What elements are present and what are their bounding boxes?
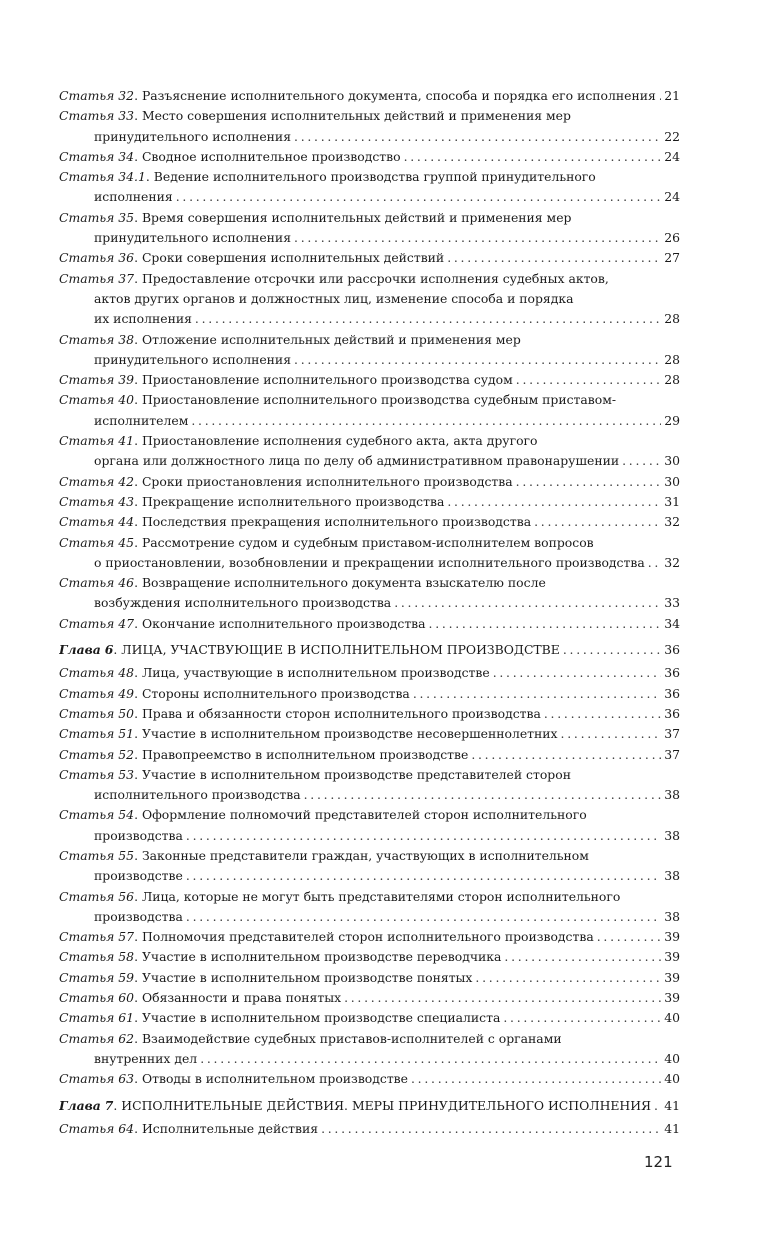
entry-title-text: Стороны исполнительного производства bbox=[141, 685, 410, 701]
toc-line: Статья 39 . Приостановление исполнительного производства судом . . . 28 bbox=[59, 370, 680, 390]
entry-title-text: Законные представители граждан, участвующих в исполнительном bbox=[141, 847, 589, 863]
entry-title-text: Лица, которые не могут быть представителями сторон исполнительного bbox=[141, 888, 621, 904]
entry-label: Статья bbox=[59, 1120, 115, 1136]
entry-title-text: Возвращение исполнительного документа взыскателю после bbox=[141, 575, 546, 591]
toc-line: Глава 7 . ИСПОЛНИТЕЛЬНЫЕ ДЕЙСТВИЯ. МЕРЫ ПРИНУДИТЕЛЬНОГО ИСПОЛНЕНИЯ . . . 41 bbox=[59, 1096, 680, 1116]
entry-label: Статья bbox=[59, 888, 115, 904]
entry-title-text: ИСПОЛНИТЕЛЬНЫЕ ДЕЙСТВИЯ. МЕРЫ ПРИНУДИТЕЛЬНОГО ИСПОЛНЕНИЯ bbox=[121, 1097, 652, 1113]
entry-number: 51 bbox=[118, 726, 135, 742]
toc-article-entry bbox=[59, 947, 680, 967]
entry-number: 62 bbox=[118, 1030, 135, 1046]
dot-leader bbox=[429, 614, 662, 634]
entry-title-text: Отложение исполнительных действий и применения мер bbox=[141, 331, 521, 347]
entry-label: Статья bbox=[59, 493, 115, 509]
entry-page-number: 27 bbox=[664, 250, 680, 266]
entry-label: Статья bbox=[59, 746, 115, 762]
toc-line bbox=[59, 451, 680, 471]
entry-page-number: 28 bbox=[664, 311, 680, 327]
dot-leader bbox=[447, 248, 661, 268]
entry-number: 63 bbox=[118, 1071, 135, 1087]
entry-label: Статья bbox=[59, 148, 115, 164]
dot-leader bbox=[622, 451, 661, 471]
entry-title-text: производства bbox=[94, 908, 183, 924]
entry-title-text: производства bbox=[94, 827, 183, 843]
toc-article-entry bbox=[59, 663, 680, 683]
toc-line: Статья 37 . Предоставление отсрочки или рассрочки исполнения судебных актов, bbox=[59, 269, 680, 289]
entry-title-text: Прекращение исполнительного производства bbox=[141, 493, 445, 509]
toc-article-entry bbox=[59, 724, 680, 744]
entry-number: 58 bbox=[118, 949, 135, 965]
entry-label: Статья bbox=[59, 331, 115, 347]
toc-line bbox=[59, 289, 680, 309]
toc-line: Статья 42 . Сроки приостановления исполнительного производства . . . 30 bbox=[59, 472, 680, 492]
toc-article-entry bbox=[59, 167, 680, 208]
toc-line bbox=[59, 350, 680, 370]
entry-page-number: 24 bbox=[664, 189, 680, 205]
entry-title-text: возбуждения исполнительного производства bbox=[94, 595, 392, 611]
entry-label: Статья bbox=[59, 169, 115, 185]
entry-label: Статья bbox=[59, 473, 115, 489]
toc-line bbox=[59, 1049, 680, 1069]
entry-number: 40 bbox=[118, 392, 135, 408]
toc-line: Статья 34.1 . Ведение исполнительного производства группой принудительного bbox=[59, 167, 680, 187]
entry-page-number: 33 bbox=[664, 595, 680, 611]
entry-title-text: принудительного исполнения bbox=[94, 230, 292, 246]
toc-line: Статья 54 . Оформление полномочий представителей сторон исполнительного bbox=[59, 805, 680, 825]
entry-label: Глава bbox=[59, 642, 101, 658]
toc-line: Статья 63 . Отводы в исполнительном производстве . . . 40 bbox=[59, 1069, 680, 1089]
dot-leader bbox=[503, 1008, 661, 1028]
entry-page-number: 32 bbox=[664, 554, 680, 570]
toc-article-entry bbox=[59, 684, 680, 704]
entry-number: 52 bbox=[118, 746, 135, 762]
entry-page-number: 39 bbox=[664, 929, 680, 945]
toc-line: Статья 52 . Правопреемство в исполнительном производстве . . . 37 bbox=[59, 745, 680, 765]
dot-leader bbox=[195, 309, 661, 329]
toc-line: Статья 49 . Стороны исполнительного производства . . . 36 bbox=[59, 684, 680, 704]
entry-label: Статья bbox=[59, 705, 115, 721]
entry-number: 32 bbox=[118, 88, 135, 103]
toc-article-entry bbox=[59, 846, 680, 887]
entry-label: Статья bbox=[59, 969, 115, 985]
entry-title-text: Отводы в исполнительном производстве bbox=[141, 1071, 408, 1087]
entry-title-text: Последствия прекращения исполнительного производства bbox=[141, 514, 532, 530]
entry-number: 48 bbox=[118, 665, 135, 681]
entry-label: Статья bbox=[59, 88, 115, 103]
entry-label: Статья bbox=[59, 1010, 115, 1026]
entry-number: 37 bbox=[118, 270, 135, 286]
entry-title-text: Правопреемство в исполнительном производстве bbox=[141, 746, 469, 762]
dot-leader bbox=[659, 86, 661, 106]
entry-label: Глава bbox=[59, 1097, 101, 1113]
toc-article-entry bbox=[59, 573, 680, 614]
entry-page-number: 39 bbox=[664, 949, 680, 965]
entry-title-text: Полномочия представителей сторон исполнительного производства bbox=[141, 929, 594, 945]
entry-label: Статья bbox=[59, 726, 115, 742]
toc-line: Статья 32 . Разъяснение исполнительного документа, способа и порядка его исполнения . . . 21 bbox=[59, 86, 680, 106]
entry-title-text: Участие в исполнительном производстве переводчика bbox=[141, 949, 502, 965]
toc-line: Статья 36 . Сроки совершения исполнительных действий . . . 27 bbox=[59, 248, 680, 268]
entry-title-text: ЛИЦА, УЧАСТВУЮЩИЕ В ИСПОЛНИТЕЛЬНОМ ПРОИЗВОДСТВЕ bbox=[121, 642, 560, 658]
entry-label: Статья bbox=[59, 534, 115, 550]
toc-line bbox=[59, 187, 680, 207]
entry-title-text: Участие в исполнительном производстве представителей сторон bbox=[141, 766, 571, 782]
page-number: 121 bbox=[644, 1153, 673, 1171]
entry-label: Статья bbox=[59, 1071, 115, 1087]
table-of-contents bbox=[59, 86, 680, 1139]
dot-leader bbox=[186, 826, 661, 846]
toc-article-entry bbox=[59, 704, 680, 724]
dot-leader bbox=[447, 492, 661, 512]
entry-title-text: Сводное исполнительное производство bbox=[141, 148, 401, 164]
entry-page-number: 40 bbox=[664, 1050, 680, 1066]
dot-leader bbox=[411, 1069, 661, 1089]
toc-line: Глава 6 . ЛИЦА, УЧАСТВУЮЩИЕ В ИСПОЛНИТЕЛЬНОМ ПРОИЗВОДСТВЕ . . . 36 bbox=[59, 640, 680, 660]
entry-number: 60 bbox=[118, 990, 135, 1006]
entry-title-text: о приостановлении, возобновлении и прекращении исполнительного производства bbox=[94, 554, 645, 570]
entry-page-number: 38 bbox=[664, 908, 680, 924]
entry-label: Статья bbox=[59, 949, 115, 965]
toc-article-entry bbox=[59, 1069, 680, 1089]
entry-page-number: 21 bbox=[664, 88, 680, 103]
entry-number: 39 bbox=[118, 372, 135, 388]
toc-line: Статья 58 . Участие в исполнительном производстве переводчика . . . 39 bbox=[59, 947, 680, 967]
dot-leader bbox=[294, 350, 661, 370]
toc-article-entry bbox=[59, 887, 680, 928]
dot-leader bbox=[321, 1119, 661, 1139]
entry-number: 53 bbox=[118, 766, 135, 782]
entry-page-number: 38 bbox=[664, 787, 680, 803]
entry-page-number: 39 bbox=[664, 969, 680, 985]
toc-line: Статья 64 . Исполнительные действия . . . 41 bbox=[59, 1119, 680, 1139]
entry-title-text: Рассмотрение судом и судебным приставом-исполнителем вопросов bbox=[141, 534, 594, 550]
entry-title-text: органа или должностного лица по делу об административном правонарушении bbox=[94, 453, 620, 469]
entry-number: 56 bbox=[118, 888, 135, 904]
entry-page-number: 22 bbox=[664, 128, 680, 144]
entry-title-text: производстве bbox=[94, 868, 183, 884]
entry-page-number: 41 bbox=[664, 1120, 680, 1136]
dot-leader bbox=[294, 127, 661, 147]
dot-leader bbox=[176, 187, 662, 207]
dot-leader bbox=[534, 512, 661, 532]
dot-leader bbox=[544, 704, 661, 724]
entry-number: 34 bbox=[118, 148, 135, 164]
toc-article-entry bbox=[59, 472, 680, 492]
toc-article-entry bbox=[59, 614, 680, 634]
entry-page-number: 30 bbox=[664, 453, 680, 469]
dot-leader bbox=[404, 147, 662, 167]
entry-label: Статья bbox=[59, 847, 115, 863]
toc-chapter-entry bbox=[59, 1096, 680, 1116]
toc-article-entry bbox=[59, 269, 680, 330]
dot-leader bbox=[493, 663, 662, 683]
toc-line: Статья 34 . Сводное исполнительное производство . . . 24 bbox=[59, 147, 680, 167]
entry-label: Статья bbox=[59, 433, 115, 449]
toc-line: Статья 51 . Участие в исполнительном производстве несовершеннолетних . . . 37 bbox=[59, 724, 680, 744]
toc-article-entry bbox=[59, 512, 680, 532]
toc-line bbox=[59, 907, 680, 927]
entry-page-number: 36 bbox=[664, 685, 680, 701]
toc-article-entry bbox=[59, 1008, 680, 1028]
toc-article-entry bbox=[59, 1029, 680, 1070]
entry-title-text: Оформление полномочий представителей сторон исполнительного bbox=[141, 807, 587, 823]
dot-leader bbox=[200, 1049, 661, 1069]
dot-leader bbox=[413, 684, 661, 704]
entry-title-text: Приостановление исполнения судебного акта, акта другого bbox=[141, 433, 538, 449]
entry-title-text: исполнителем bbox=[94, 412, 189, 428]
entry-page-number: 34 bbox=[664, 615, 680, 631]
toc-line: Статья 43 . Прекращение исполнительного производства . . . 31 bbox=[59, 492, 680, 512]
entry-label: Статья bbox=[59, 1030, 115, 1046]
toc-line: Статья 48 . Лица, участвующие в исполнительном производстве . . . 36 bbox=[59, 663, 680, 683]
dot-leader bbox=[394, 593, 661, 613]
entry-page-number: 36 bbox=[664, 665, 680, 681]
toc-article-entry bbox=[59, 533, 680, 574]
dot-leader bbox=[294, 228, 661, 248]
entry-label: Статья bbox=[59, 685, 115, 701]
toc-line: Статья 61 . Участие в исполнительном производстве специалиста . . . 40 bbox=[59, 1008, 680, 1028]
entry-title-text: Приостановление исполнительного производства судебным приставом- bbox=[141, 392, 617, 408]
toc-line: Статья 53 . Участие в исполнительном производстве представителей сторон bbox=[59, 765, 680, 785]
entry-number: 35 bbox=[118, 209, 135, 225]
entry-page-number: 26 bbox=[664, 230, 680, 246]
entry-number: 36 bbox=[118, 250, 135, 266]
entry-number: 55 bbox=[118, 847, 135, 863]
toc-line: Статья 62 . Взаимодействие судебных приставов-исполнителей с органами bbox=[59, 1029, 680, 1049]
entry-number: 41 bbox=[118, 433, 135, 449]
entry-page-number: 41 bbox=[664, 1097, 680, 1113]
toc-line bbox=[59, 309, 680, 329]
dot-leader bbox=[597, 927, 662, 947]
entry-title-text: Участие в исполнительном производстве несовершеннолетних bbox=[141, 726, 558, 742]
entry-number: 7 bbox=[104, 1097, 114, 1113]
entry-title-text: Права и обязанности сторон исполнительного производства bbox=[141, 705, 541, 721]
toc-line: Статья 55 . Законные представители граждан, участвующих в исполнительном bbox=[59, 846, 680, 866]
entry-title-text: Обязанности и права понятых bbox=[141, 990, 342, 1006]
toc-line bbox=[59, 866, 680, 886]
dot-leader bbox=[186, 866, 661, 886]
toc-line: Статья 57 . Полномочия представителей сторон исполнительного производства . . . 39 bbox=[59, 927, 680, 947]
entry-number: 47 bbox=[118, 615, 135, 631]
entry-page-number: 39 bbox=[664, 990, 680, 1006]
toc-article-entry bbox=[59, 1119, 680, 1139]
toc-article-entry bbox=[59, 805, 680, 846]
entry-title-text: Время совершения исполнительных действий и применения мер bbox=[141, 209, 572, 225]
dot-leader bbox=[561, 724, 662, 744]
entry-page-number: 28 bbox=[664, 372, 680, 388]
entry-title-text: принудительного исполнения bbox=[94, 351, 292, 367]
entry-number: 38 bbox=[118, 331, 135, 347]
entry-label: Статья bbox=[59, 807, 115, 823]
toc-line: Статья 56 . Лица, которые не могут быть представителями сторон исполнительного bbox=[59, 887, 680, 907]
entry-title-text: Предоставление отсрочки или рассрочки исполнения судебных актов, bbox=[141, 270, 609, 286]
entry-title-text: внутренних дел bbox=[94, 1050, 198, 1066]
entry-title-text: Приостановление исполнительного производства судом bbox=[141, 372, 513, 388]
entry-label: Статья bbox=[59, 615, 115, 631]
toc-article-entry bbox=[59, 390, 680, 431]
dot-leader bbox=[648, 553, 662, 573]
entry-label: Статья bbox=[59, 209, 115, 225]
entry-page-number: 29 bbox=[664, 412, 680, 428]
dot-leader bbox=[471, 745, 661, 765]
entry-title-text: Взаимодействие судебных приставов-исполнителей с органами bbox=[141, 1030, 562, 1046]
toc-line: Статья 40 . Приостановление исполнительного производства судебным приставом- bbox=[59, 390, 680, 410]
entry-page-number: 38 bbox=[664, 868, 680, 884]
entry-title-text: Место совершения исполнительных действий и применения мер bbox=[141, 108, 571, 124]
toc-article-entry bbox=[59, 106, 680, 147]
entry-title-text: Сроки приостановления исполнительного производства bbox=[141, 473, 513, 489]
entry-label: Статья bbox=[59, 270, 115, 286]
dot-leader bbox=[516, 472, 662, 492]
entry-number: 42 bbox=[118, 473, 135, 489]
entry-page-number: 28 bbox=[664, 351, 680, 367]
entry-number: 44 bbox=[118, 514, 135, 530]
entry-label: Статья bbox=[59, 929, 115, 945]
entry-title-text: Исполнительные действия bbox=[141, 1120, 319, 1136]
toc-article-entry bbox=[59, 147, 680, 167]
entry-label: Статья bbox=[59, 250, 115, 266]
entry-title-text: Участие в исполнительном производстве специалиста bbox=[141, 1010, 501, 1026]
toc-line bbox=[59, 553, 680, 573]
toc-line: Статья 41 . Приостановление исполнения судебного акта, акта другого bbox=[59, 431, 680, 451]
entry-page-number: 31 bbox=[664, 493, 680, 509]
entry-page-number: 40 bbox=[664, 1010, 680, 1026]
entry-number: 6 bbox=[104, 642, 114, 658]
toc-line: Статья 50 . Права и обязанности сторон исполнительного производства . . . 36 bbox=[59, 704, 680, 724]
toc-article-entry bbox=[59, 431, 680, 472]
toc-line: Статья 60 . Обязанности и права понятых . . . 39 bbox=[59, 988, 680, 1008]
entry-number: 64 bbox=[118, 1120, 135, 1136]
entry-page-number: 36 bbox=[664, 642, 680, 658]
entry-label: Статья bbox=[59, 514, 115, 530]
entry-page-number: 38 bbox=[664, 827, 680, 843]
dot-leader bbox=[563, 640, 661, 660]
entry-title-text: Участие в исполнительном производстве понятых bbox=[141, 969, 473, 985]
toc-article-entry bbox=[59, 86, 680, 106]
entry-label: Статья bbox=[59, 575, 115, 591]
entry-label: Статья bbox=[59, 372, 115, 388]
toc-line: Статья 59 . Участие в исполнительном производстве понятых . . . 39 bbox=[59, 968, 680, 988]
toc-line: Статья 33 . Место совершения исполнительных действий и применения мер bbox=[59, 106, 680, 126]
toc-article-entry bbox=[59, 968, 680, 988]
entry-number: 57 bbox=[118, 929, 135, 945]
entry-title-text: Окончание исполнительного производства bbox=[141, 615, 426, 631]
dot-leader bbox=[654, 1096, 661, 1116]
toc-line bbox=[59, 826, 680, 846]
dot-leader bbox=[516, 370, 661, 390]
entry-number: 49 bbox=[118, 685, 135, 701]
entry-page-number: 36 bbox=[664, 705, 680, 721]
entry-title-text: их исполнения bbox=[94, 311, 192, 327]
toc-article-entry bbox=[59, 208, 680, 249]
entry-page-number: 40 bbox=[664, 1071, 680, 1087]
entry-number: 50 bbox=[118, 705, 135, 721]
entry-number: 46 bbox=[118, 575, 135, 591]
toc-article-entry bbox=[59, 765, 680, 806]
toc-line: Статья 45 . Рассмотрение судом и судебным приставом-исполнителем вопросов bbox=[59, 533, 680, 553]
entry-page-number: 32 bbox=[664, 514, 680, 530]
entry-page-number: 37 bbox=[664, 726, 680, 742]
entry-number: 43 bbox=[118, 493, 135, 509]
toc-article-entry bbox=[59, 370, 680, 390]
entry-title-text: Разъяснение исполнительного документа, способа и порядка его исполнения bbox=[141, 88, 656, 103]
toc-article-entry bbox=[59, 988, 680, 1008]
entry-title-text: Ведение исполнительного производства группой принудительного bbox=[153, 169, 596, 185]
toc-chapter-entry bbox=[59, 640, 680, 660]
toc-article-entry bbox=[59, 492, 680, 512]
entry-title-text: Лица, участвующие в исполнительном производстве bbox=[141, 665, 490, 681]
toc-line: Статья 44 . Последствия прекращения исполнительного производства . . . 32 bbox=[59, 512, 680, 532]
toc-article-entry bbox=[59, 927, 680, 947]
toc-line: Статья 46 . Возвращение исполнительного документа взыскателю после bbox=[59, 573, 680, 593]
toc-line: Статья 35 . Время совершения исполнительных действий и применения мер bbox=[59, 208, 680, 228]
toc-article-entry bbox=[59, 248, 680, 268]
entry-page-number: 24 bbox=[664, 148, 680, 164]
entry-number: 34.1 bbox=[118, 169, 146, 185]
entry-label: Статья bbox=[59, 766, 115, 782]
dot-leader bbox=[186, 907, 661, 927]
entry-title-text: актов других органов и должностных лиц, изменение способа и порядка bbox=[94, 290, 574, 306]
dot-leader bbox=[504, 947, 661, 967]
entry-page-number: 37 bbox=[664, 746, 680, 762]
toc-line bbox=[59, 785, 680, 805]
toc-article-entry bbox=[59, 330, 680, 371]
toc-line bbox=[59, 593, 680, 613]
entry-title-text: исполнения bbox=[94, 189, 173, 205]
dot-leader bbox=[344, 988, 661, 1008]
toc-line bbox=[59, 411, 680, 431]
entry-number: 54 bbox=[118, 807, 135, 823]
entry-title-text: исполнительного производства bbox=[94, 787, 301, 803]
toc-line: Статья 38 . Отложение исполнительных действий и применения мер bbox=[59, 330, 680, 350]
toc-article-entry bbox=[59, 745, 680, 765]
toc-line: Статья 47 . Окончание исполнительного производства . . . 34 bbox=[59, 614, 680, 634]
entry-label: Статья bbox=[59, 990, 115, 1006]
entry-number: 33 bbox=[118, 108, 135, 124]
entry-title-text: Сроки совершения исполнительных действий bbox=[141, 250, 445, 266]
dot-leader bbox=[304, 785, 662, 805]
dot-leader bbox=[475, 968, 661, 988]
entry-page-number: 30 bbox=[664, 473, 680, 489]
entry-number: 45 bbox=[118, 534, 135, 550]
entry-number: 59 bbox=[118, 969, 135, 985]
toc-line bbox=[59, 228, 680, 248]
entry-label: Статья bbox=[59, 108, 115, 124]
entry-label: Статья bbox=[59, 392, 115, 408]
entry-title-text: принудительного исполнения bbox=[94, 128, 292, 144]
toc-line bbox=[59, 127, 680, 147]
dot-leader bbox=[191, 411, 661, 431]
entry-label: Статья bbox=[59, 665, 115, 681]
entry-number: 61 bbox=[118, 1010, 135, 1026]
